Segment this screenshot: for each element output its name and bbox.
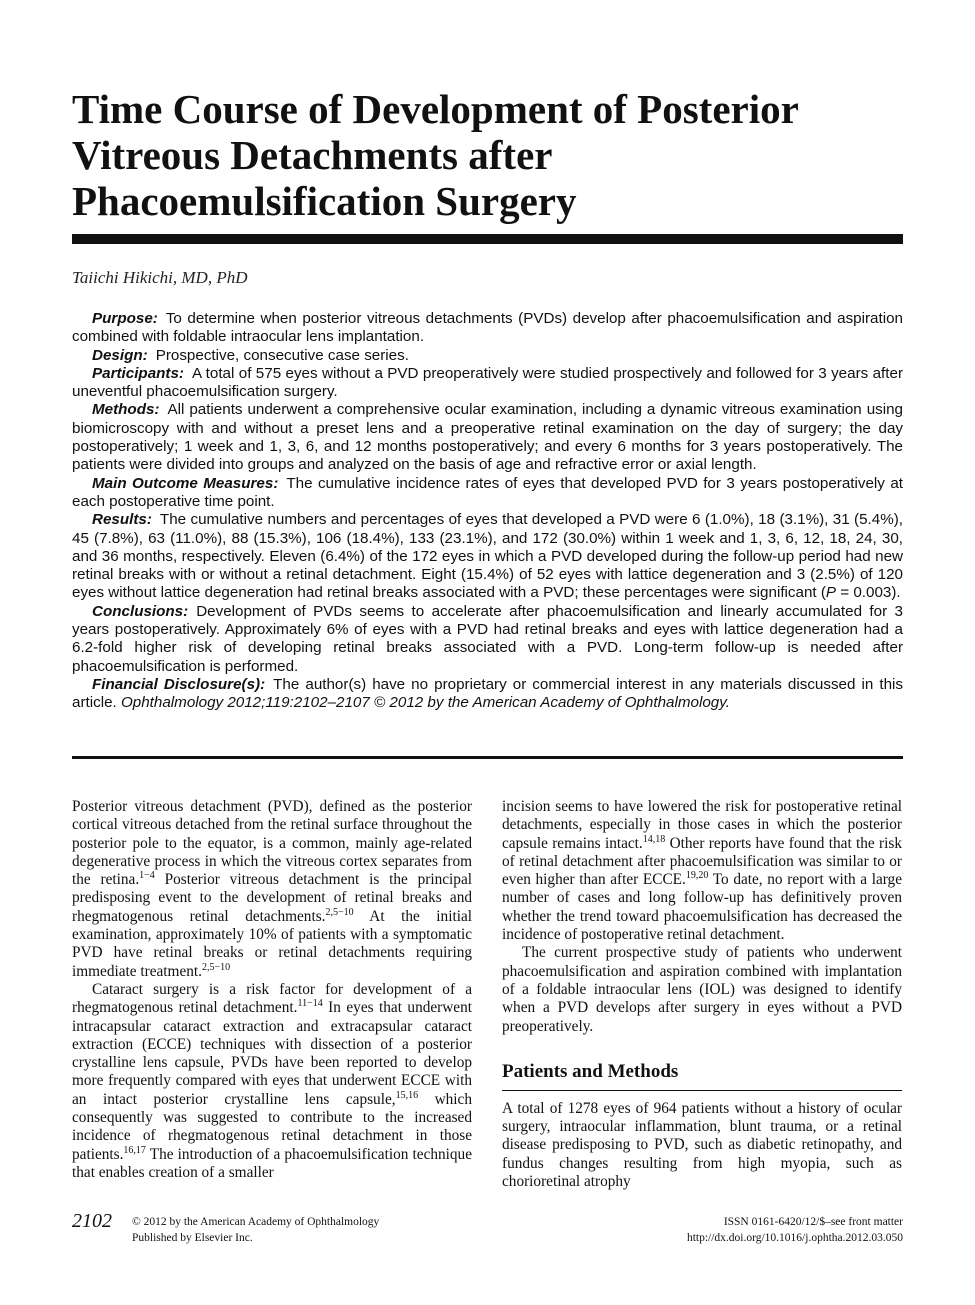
body-text: In eyes that underwent intracapsular cataract extraction and extracapsular cataract extraction (ECCE) techniques with dissection of a posterior crystalline lens capsule, PVDs have been reported to develop more frequently compared with eyes that underwent ECCE with an intact posterior crystalline lens capsule, xyxy=(72,999,472,1108)
abstract-disclosure xyxy=(72,676,903,713)
body-paragraph xyxy=(502,1100,902,1191)
abstract-results xyxy=(72,511,903,602)
results-text: The cumulative numbers and percentages of eyes that developed a PVD were 6 (1.0%), 18 (3.1%), 31 (5.4%), 45 (7.8%), 63 (11.0%), 88 (15.3%), 106 (18.4%), 133 (23.1%), and 172 (30.0%) within 1 week and 1, 3, 6, 12, 18, 24, 30, and 36 months, respectively. Eleven (6.4%) of the 172 eyes in which a PVD developed during the follow-up period had new retinal breaks with or without a retinal detachment. Eight (15.4%) of 52 eyes with lattice degeneration and 3 (2.5%) of 120 eyes without lattice degeneration had retinal breaks associated with a PVD; these percentages were significant ( xyxy=(72,511,903,602)
page-number: 2102 xyxy=(72,1210,112,1232)
reference-superscript[interactable]: 19,20 xyxy=(685,870,709,882)
reference-superscript[interactable]: 15,16 xyxy=(395,1089,419,1101)
section-heading: Patients and Methods xyxy=(502,1060,679,1082)
measures-label: Main Outcome Measures: xyxy=(92,474,279,492)
footer-issn: ISSN 0161-6420/12/$–see front matter xyxy=(723,1216,903,1228)
participants-label: Participants: xyxy=(92,364,184,382)
participants-text: A total of 575 eyes without a PVD preoperatively were studied prospectively and followed for 3 years after uneventful phacoemulsification surgery. xyxy=(72,364,903,401)
results-p-symbol: P xyxy=(825,584,837,602)
purpose-text: To determine when posterior vitreous detachments (PVDs) develop after phacoemulsification and aspiration combined with foldable intraocular lens implantation. xyxy=(72,310,903,346)
body-text: incision seems to have lowered the risk for postoperative retinal detachments, especially in those cases in which the posterior capsule remains intact. xyxy=(502,798,902,852)
footer-right xyxy=(687,1214,903,1246)
results-p-value: = 0.003). xyxy=(836,584,901,602)
body-text: The introduction of a phacoemulsification technique that enables creation of a smaller xyxy=(72,1145,472,1181)
methods-label: Methods: xyxy=(92,401,160,419)
body-text: Posterior vitreous detachment is the principal predisposing event to the development of retinal breaks and rhegmatogenous retinal detachments. xyxy=(72,871,472,925)
body-text: Other reports have found that the risk of retinal detachment after phacoemulsification was similar to or even higher than after ECCE. xyxy=(502,834,902,889)
body-text: A total of 1278 eyes of 964 patients without a history of ocular surgery, intraocular inflammation, blunt trauma, or a retinal disease predisposing to PVD, such as diabetic retinopathy, and fundus changes resulting from high myopia, such as chorioretinal atrophy xyxy=(502,1099,902,1191)
body-text: To date, no report with a large number of cases and long follow-up has definitively proven whether the trend toward phacoemulsification has decreased the incidence of postoperative retinal detachment. xyxy=(502,871,902,944)
design-label: Design: xyxy=(92,346,148,364)
journal-citation: Ophthalmology 2012;119:2102–2107 © 2012 by the American Academy of Ophthalmology. xyxy=(120,694,730,712)
body-column-right xyxy=(502,798,902,1191)
abstract-methods xyxy=(72,401,903,474)
body-paragraph xyxy=(72,981,472,1182)
body-text: Posterior vitreous detachment (PVD), defined as the posterior cortical vitreous detached from the retinal surface throughout the posterior pole to the equator, is a common, mainly age-related degenerative process in which the vitreous cortex separates from the retina. xyxy=(72,798,472,889)
body-text: The current prospective study of patients who underwent phacoemulsification and aspiration combined with implantation of a foldable intraocular lens (IOL) was designed to identify when a PVD develops after surgery in eyes without a PVD preoperatively. xyxy=(502,944,902,1035)
disclosure-label: Financial Disclosure(s): xyxy=(92,675,266,693)
reference-superscript[interactable]: 11−14 xyxy=(297,998,323,1010)
conclusions-label: Conclusions: xyxy=(92,602,189,620)
abstract-rule xyxy=(72,756,903,759)
reference-superscript[interactable]: 14,18 xyxy=(642,833,666,845)
body-column-left xyxy=(72,798,472,1182)
body-paragraph xyxy=(502,944,902,1035)
footer-copyright: © 2012 by the American Academy of Ophthalmology xyxy=(132,1216,380,1228)
doi-link[interactable]: http://dx.doi.org/10.1016/j.ophtha.2012.03.050 xyxy=(686,1232,903,1244)
abstract-design xyxy=(72,347,903,365)
disclosure-text: The author(s) have no proprietary or commercial interest in any materials discussed in this article. xyxy=(72,675,903,712)
article-title: Time Course of Development of Posterior Vitreous Detachments after Phacoemulsification Surgery xyxy=(72,86,799,224)
reference-superscript[interactable]: 1−4 xyxy=(139,870,155,882)
body-text: At the initial examination, approximately 10% of patients with a symptomatic PVD have retinal breaks or retinal detachments requiring immediate treatment. xyxy=(72,907,472,980)
footer-copyright-block xyxy=(132,1214,379,1246)
abstract xyxy=(72,310,903,713)
reference-superscript[interactable]: 2,5−10 xyxy=(201,961,231,973)
body-text: which consequently was suggested to contribute to the increased incidence of rhegmatogenous retinal detachment in those patients. xyxy=(72,1090,472,1163)
section-rule xyxy=(502,1090,902,1091)
abstract-participants xyxy=(72,365,903,402)
design-text: Prospective, consecutive case series. xyxy=(155,346,409,364)
methods-text: All patients underwent a comprehensive ocular examination, including a dynamic vitreous examination using biomicroscopy with and without a preset lens and a preoperative retinal examination on the day of surgery; the day postoperatively; 1 week and 1, 3, 6, and 12 months postoperatively; and every 6 months for 3 years postoperatively. The patients were divided into groups and analyzed on the basis of age and refractive error or axial length. xyxy=(72,401,903,474)
reference-superscript[interactable]: 16,17 xyxy=(123,1144,146,1156)
measures-text: The cumulative incidence rates of eyes that developed PVD for 3 years postoperatively at each postoperative time point. xyxy=(72,474,903,510)
footer-publisher: Published by Elsevier Inc. xyxy=(132,1232,253,1244)
author-name: Taiichi Hikichi, MD, PhD xyxy=(72,268,248,287)
abstract-measures xyxy=(72,475,903,512)
body-text: Cataract surgery is a risk factor for development of a rhegmatogenous retinal detachment. xyxy=(72,980,472,1017)
abstract-purpose xyxy=(72,310,903,347)
purpose-label: Purpose: xyxy=(92,310,158,327)
results-label: Results: xyxy=(92,511,152,529)
reference-superscript[interactable]: 2,5−10 xyxy=(325,906,354,918)
body-paragraph xyxy=(72,798,472,981)
abstract-conclusions xyxy=(72,603,903,676)
title-rule xyxy=(72,234,903,244)
body-paragraph xyxy=(502,798,902,944)
conclusions-text: Development of PVDs seems to accelerate after phacoemulsification and linearly accumulated for 3 years postoperatively. Approximately 6% of eyes with a PVD had retinal breaks and eyes with lattice degeneration had a 6.2-fold higher risk of developing retinal breaks associated with a PVD. Long-term follow-up is needed after phacoemulsification is performed. xyxy=(72,602,903,675)
